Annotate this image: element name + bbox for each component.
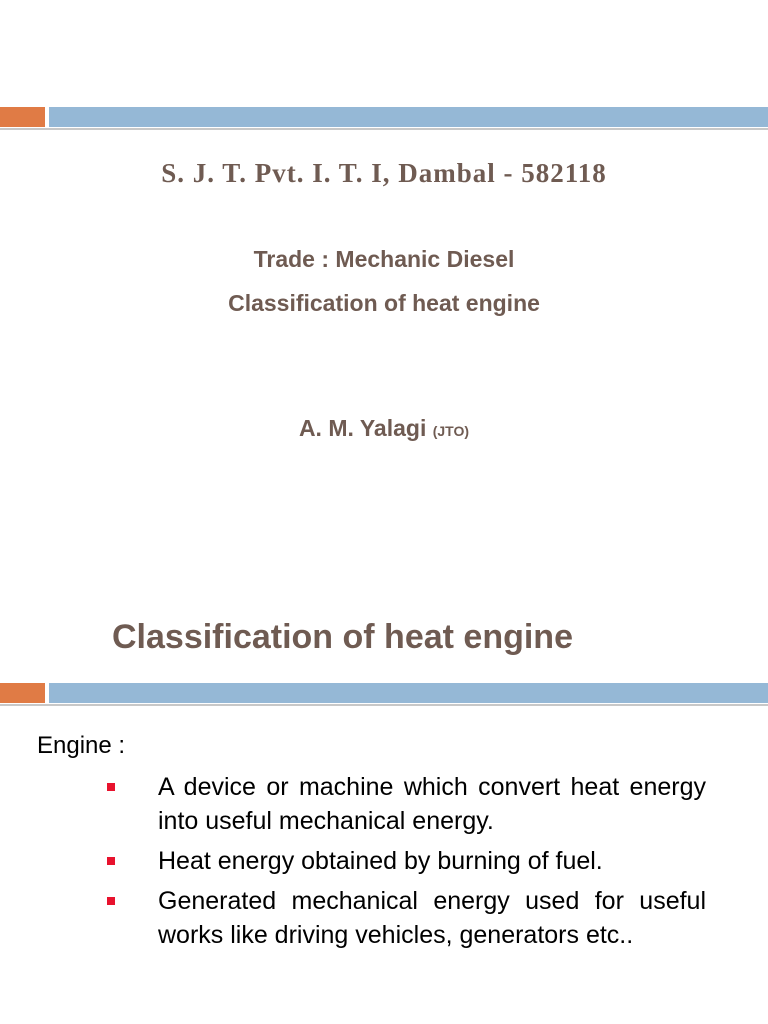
- header-bar-orange-block: [0, 683, 45, 703]
- bullet-list: [100, 770, 706, 958]
- author-name: A. M. Yalagi: [298, 415, 427, 441]
- header-bar: [0, 683, 768, 705]
- watermark-line-1: A M: [627, 76, 673, 102]
- engine-label: Engine :: [37, 732, 126, 759]
- bullet-square-icon: [107, 783, 115, 791]
- bullet-item: [100, 770, 706, 838]
- school-name: S. J. T. Pvt. I. T. I, Dambal - 582118: [161, 158, 607, 188]
- bullet-square-icon: [107, 857, 115, 865]
- watermark-line-1: A M: [627, 652, 673, 678]
- slide-title: Classification of heat engine: [112, 618, 573, 656]
- bullet-text: Heat energy obtained by burning of fuel.: [158, 847, 603, 875]
- author: [0, 415, 768, 442]
- trade-line: Trade : Mechanic Diesel: [253, 246, 515, 272]
- bullet-item: [100, 884, 706, 952]
- slide-2: [0, 580, 768, 1024]
- bullet-square-icon: [107, 897, 115, 905]
- author-role: (JTO): [432, 423, 470, 439]
- header-bar-blue-block: [49, 107, 768, 127]
- header-bar-divider: [0, 128, 768, 130]
- header-bar-blue-block: [49, 683, 768, 703]
- header-bar-orange-block: [0, 107, 45, 127]
- header-bar-divider: [0, 704, 768, 706]
- subtitle: Classification of heat engine: [228, 290, 540, 316]
- bullet-text: A device or machine which convert heat energy into useful mechanical energy.: [158, 773, 706, 835]
- bullet-item: [100, 844, 706, 878]
- bullet-text: Generated mechanical energy used for useful works like driving vehicles, generators etc..: [158, 887, 706, 949]
- header-bar: [0, 107, 768, 129]
